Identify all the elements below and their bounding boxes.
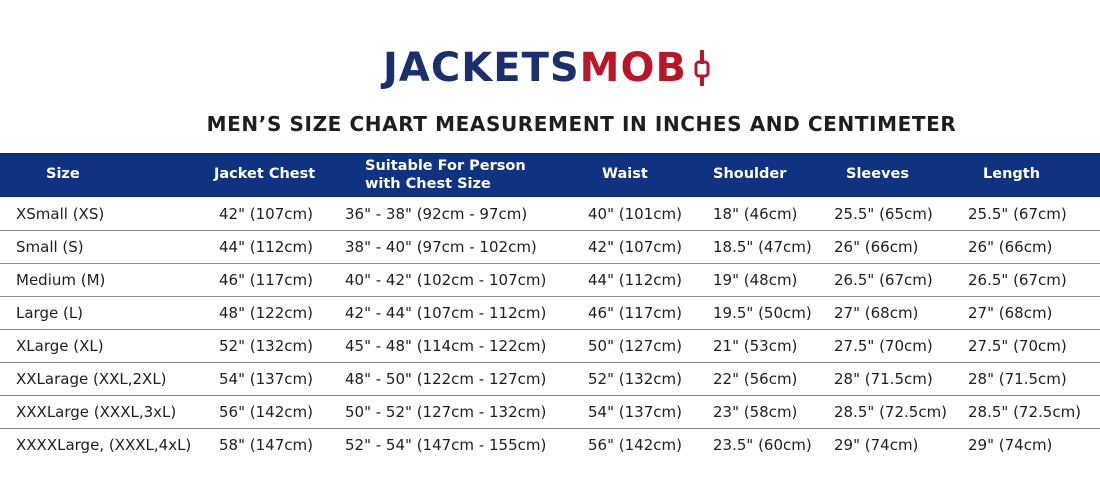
cell-shoulder: 21" (53cm): [713, 337, 798, 355]
cell-size: Medium (M): [16, 271, 106, 289]
header-sleeves: Sleeves: [846, 166, 909, 182]
cell-waist: 40" (101cm): [588, 205, 682, 223]
header-shoulder: Shoulder: [713, 166, 787, 182]
header-size: Size: [46, 166, 80, 182]
cell-suitable: 40" - 42" (102cm - 107cm): [345, 271, 547, 289]
page-title: MEN’S SIZE CHART MEASUREMENT IN INCHES AND CENTIMETER: [206, 112, 957, 136]
cell-size: XXLarage (XXL,2XL): [16, 370, 167, 388]
cell-waist: 50" (127cm): [588, 337, 682, 355]
cell-chest: 46" (117cm): [219, 271, 313, 289]
cell-length: 26.5" (67cm): [968, 271, 1067, 289]
cell-waist: 52" (132cm): [588, 370, 682, 388]
cell-size: XSmall (XS): [16, 205, 105, 223]
cell-sleeves: 25.5" (65cm): [834, 205, 933, 223]
cell-size: XXXLarge (XXXL,3xL): [16, 403, 177, 421]
cell-waist: 46" (117cm): [588, 304, 682, 322]
cell-size: XXXXLarge, (XXXL,4xL): [16, 436, 192, 454]
cell-chest: 44" (112cm): [219, 238, 313, 256]
cell-suitable: 38" - 40" (97cm - 102cm): [345, 238, 537, 256]
header-waist: Waist: [602, 166, 648, 182]
cell-waist: 56" (142cm): [588, 436, 682, 454]
cell-chest: 52" (132cm): [219, 337, 313, 355]
cell-shoulder: 22" (56cm): [713, 370, 798, 388]
cell-suitable: 45" - 48" (114cm - 122cm): [345, 337, 547, 355]
cell-suitable: 50" - 52" (127cm - 132cm): [345, 403, 547, 421]
table-row: [0, 362, 1100, 396]
cell-suitable: 52" - 54" (147cm - 155cm): [345, 436, 547, 454]
cell-size: Small (S): [16, 238, 84, 256]
cell-chest: 48" (122cm): [219, 304, 313, 322]
logo-text-jackets: JACKETS: [383, 45, 580, 91]
cell-length: 27.5" (70cm): [968, 337, 1067, 355]
cell-chest: 54" (137cm): [219, 370, 313, 388]
cell-length: 27" (68cm): [968, 304, 1053, 322]
cell-size: Large (L): [16, 304, 84, 322]
cell-waist: 44" (112cm): [588, 271, 682, 289]
brand-logo: [0, 44, 1100, 92]
cell-shoulder: 23.5" (60cm): [713, 436, 812, 454]
cell-length: 26" (66cm): [968, 238, 1053, 256]
cell-length: 25.5" (67cm): [968, 205, 1067, 223]
cell-shoulder: 18" (46cm): [713, 205, 798, 223]
cell-waist: 42" (107cm): [588, 238, 682, 256]
cell-waist: 54" (137cm): [588, 403, 682, 421]
cell-shoulder: 18.5" (47cm): [713, 238, 812, 256]
table-row: [0, 197, 1100, 231]
table-row: [0, 395, 1100, 429]
cell-sleeves: 29" (74cm): [834, 436, 919, 454]
cell-chest: 56" (142cm): [219, 403, 313, 421]
cell-sleeves: 26" (66cm): [834, 238, 919, 256]
cell-suitable: 42" - 44" (107cm - 112cm): [345, 304, 547, 322]
cell-sleeves: 26.5" (67cm): [834, 271, 933, 289]
table-row: [0, 428, 1100, 461]
cell-sleeves: 28" (71.5cm): [834, 370, 933, 388]
header-suitable-line1: Suitable For Person: [365, 158, 526, 174]
table-row: [0, 329, 1100, 363]
cell-sleeves: 28.5" (72.5cm): [834, 403, 948, 421]
cell-length: 28.5" (72.5cm): [968, 403, 1082, 421]
table-header: [0, 153, 1100, 197]
cell-size: XLarge (XL): [16, 337, 104, 355]
header-length: Length: [983, 166, 1041, 182]
zipper-icon: [687, 48, 717, 88]
cell-suitable: 36" - 38" (92cm - 97cm): [345, 205, 528, 223]
cell-length: 29" (74cm): [968, 436, 1053, 454]
table-row: [0, 296, 1100, 330]
header-jacket-chest: Jacket Chest: [214, 166, 316, 182]
header-suitable-line2: with Chest Size: [365, 176, 491, 192]
cell-chest: 58" (147cm): [219, 436, 313, 454]
cell-shoulder: 23" (58cm): [713, 403, 798, 421]
cell-sleeves: 27.5" (70cm): [834, 337, 933, 355]
cell-suitable: 48" - 50" (122cm - 127cm): [345, 370, 547, 388]
logo-text-mob: MOB: [579, 45, 687, 91]
cell-shoulder: 19.5" (50cm): [713, 304, 812, 322]
cell-length: 28" (71.5cm): [968, 370, 1067, 388]
table-row: [0, 263, 1100, 297]
cell-shoulder: 19" (48cm): [713, 271, 798, 289]
cell-chest: 42" (107cm): [219, 205, 313, 223]
table-row: [0, 230, 1100, 264]
cell-sleeves: 27" (68cm): [834, 304, 919, 322]
